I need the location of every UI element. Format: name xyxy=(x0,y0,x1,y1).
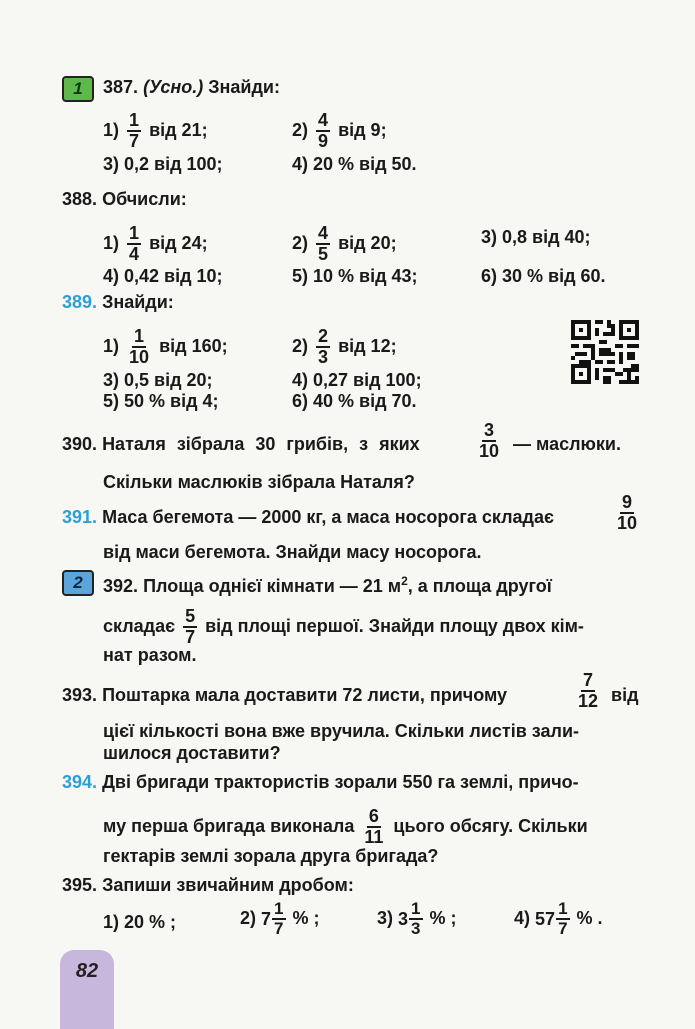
denominator: 7 xyxy=(129,131,140,151)
whole-part: 7 xyxy=(261,909,272,929)
fraction xyxy=(183,608,197,646)
numerator: 1 xyxy=(129,110,140,130)
item-prefix: 2) xyxy=(292,335,309,356)
item-text: від 160; xyxy=(159,335,228,356)
fraction xyxy=(127,112,141,150)
problem-395-item-3 xyxy=(377,901,457,937)
item-prefix: 1) xyxy=(103,232,120,253)
numerator: 1 xyxy=(274,899,284,918)
problem-387-item-1 xyxy=(103,112,208,150)
fraction xyxy=(556,901,569,937)
fraction xyxy=(477,422,501,460)
denominator: 3 xyxy=(411,919,421,938)
fraction xyxy=(576,672,600,710)
item-text: від 21; xyxy=(149,119,208,140)
fraction xyxy=(615,494,639,532)
problem-text: складає xyxy=(103,615,176,636)
denominator: 10 xyxy=(617,513,638,533)
mixed-number xyxy=(535,901,572,937)
item-text: % ; xyxy=(429,907,457,928)
problem-390-line-1 xyxy=(62,433,420,455)
item-prefix: 2) xyxy=(292,119,309,140)
problem-388-item-3: 3) 0,8 від 40; xyxy=(481,227,591,247)
problem-393-line-3: шилося доставити? xyxy=(103,743,281,763)
problem-392-line-2 xyxy=(103,608,584,646)
problem-394-line-2 xyxy=(103,808,588,846)
numerator: 1 xyxy=(558,899,568,918)
superscript: 2 xyxy=(401,574,408,588)
fraction xyxy=(316,112,330,150)
denominator: 7 xyxy=(185,627,196,647)
level-2-badge xyxy=(62,570,94,596)
numerator: 7 xyxy=(583,670,594,690)
item-text: від 12; xyxy=(338,335,397,356)
problem-text: Наталя зібрала 30 грибів, з яких xyxy=(102,434,420,454)
problem-388-item-1 xyxy=(103,225,208,263)
problem-393-number: 393. xyxy=(62,685,98,705)
problem-text-end: цього обсягу. Скільки xyxy=(393,815,588,836)
item-text: від 20; xyxy=(338,232,397,253)
problem-389-item-3: 3) 0,5 від 20; xyxy=(103,370,213,390)
level-1-badge xyxy=(62,76,94,102)
problem-391-line-1 xyxy=(62,506,554,528)
numerator: 2 xyxy=(318,326,329,346)
problem-389-number: 389. xyxy=(62,292,98,312)
denominator: 7 xyxy=(558,919,568,938)
problem-394-line-1 xyxy=(62,771,579,793)
problem-390-line-1-end: — маслюки. xyxy=(513,434,621,454)
item-prefix: 3) xyxy=(377,907,394,928)
denominator: 4 xyxy=(129,244,140,264)
problem-388-item-4: 4) 0,42 від 10; xyxy=(103,266,223,286)
problem-387-task: Знайди: xyxy=(208,77,280,97)
problem-395-number: 395. xyxy=(62,875,98,895)
problem-387-header xyxy=(103,76,280,98)
problem-389-item-6: 6) 40 % від 70. xyxy=(292,391,417,411)
numerator: 1 xyxy=(134,326,145,346)
problem-389-item-1 xyxy=(103,328,228,366)
problem-387-number: 387. xyxy=(103,77,139,97)
problem-389-item-4: 4) 0,27 від 100; xyxy=(292,370,422,390)
item-text: від 24; xyxy=(149,232,208,253)
level-2-label: 2 xyxy=(73,573,83,592)
numerator: 9 xyxy=(622,492,633,512)
whole-part: 3 xyxy=(398,909,409,929)
problem-395-item-1: 1) 20 % ; xyxy=(103,912,177,932)
problem-389-item-5: 5) 50 % від 4; xyxy=(103,391,219,411)
problem-395-header xyxy=(62,874,354,896)
denominator: 5 xyxy=(318,244,329,264)
problem-390-number: 390. xyxy=(62,434,98,454)
problem-389-header xyxy=(62,291,174,313)
fraction xyxy=(316,328,330,366)
problem-390-line-2: Скільки маслюків зібрала Наталя? xyxy=(103,472,415,492)
problem-text: Площа однієї кімнати — 21 м xyxy=(143,576,402,596)
mixed-number xyxy=(398,901,424,937)
problem-390-fraction xyxy=(474,422,504,460)
problem-text: Дві бригади трактористів зорали 550 га землі, причо- xyxy=(102,772,579,792)
denominator: 3 xyxy=(318,347,329,367)
item-prefix: 2) xyxy=(292,232,309,253)
numerator: 1 xyxy=(129,223,140,243)
denominator: 12 xyxy=(578,691,599,711)
problem-388-number: 388. xyxy=(62,189,98,209)
problem-text: му перша бригада виконала xyxy=(103,815,355,836)
item-text: % . xyxy=(576,907,603,928)
problem-392-line-1 xyxy=(103,570,552,597)
item-prefix: 1) xyxy=(103,119,120,140)
problem-388-item-2 xyxy=(292,225,397,263)
problem-395-task: Запиши звичайним дробом: xyxy=(102,875,354,895)
denominator: 10 xyxy=(129,347,150,367)
problem-393-fraction xyxy=(573,672,603,710)
denominator: 10 xyxy=(479,441,500,461)
fraction xyxy=(409,901,422,937)
problem-393-line-1 xyxy=(62,684,507,706)
numerator: 6 xyxy=(368,806,379,826)
page-number-tab xyxy=(60,950,114,1029)
problem-393-line-1-end: від xyxy=(611,685,639,705)
numerator: 4 xyxy=(318,223,329,243)
denominator: 9 xyxy=(318,131,329,151)
problem-387-item-3: 3) 0,2 від 100; xyxy=(103,154,223,174)
fraction xyxy=(316,225,330,263)
problem-389-task: Знайди: xyxy=(102,292,174,312)
problem-394-number: 394. xyxy=(62,772,98,792)
mixed-number xyxy=(261,901,287,937)
fraction xyxy=(127,225,141,263)
problem-387-item-4: 4) 20 % від 50. xyxy=(292,154,417,174)
problem-text-end: , а площа другої xyxy=(407,576,552,596)
denominator: 11 xyxy=(364,827,384,847)
item-prefix: 4) xyxy=(514,907,531,928)
denominator: 7 xyxy=(274,919,284,938)
problem-388-item-5: 5) 10 % від 43; xyxy=(292,266,418,286)
problem-text-end: від площі першої. Знайди площу двох кім- xyxy=(205,615,584,636)
fraction xyxy=(127,328,151,366)
problem-392-number: 392. xyxy=(103,576,139,596)
problem-388-item-6: 6) 30 % від 60. xyxy=(481,266,606,286)
item-text: від 9; xyxy=(338,119,387,140)
problem-388-task: Обчисли: xyxy=(102,189,187,209)
problem-388-header xyxy=(62,188,187,210)
numerator: 5 xyxy=(185,606,196,626)
problem-394-line-3: гектарів землі зорала друга бригада? xyxy=(103,846,439,866)
fraction xyxy=(362,808,385,846)
qr-code-icon[interactable] xyxy=(571,320,639,384)
problem-text: Маса бегемота — 2000 кг, а маса носорога складає xyxy=(102,507,554,527)
whole-part: 57 xyxy=(535,909,556,929)
problem-text: Поштарка мала доставити 72 листи, причому xyxy=(102,685,508,705)
item-prefix: 1) xyxy=(103,335,120,356)
numerator: 4 xyxy=(318,110,329,130)
fraction xyxy=(272,901,285,937)
problem-391-number: 391. xyxy=(62,507,98,527)
problem-389-item-2 xyxy=(292,328,397,366)
problem-392-line-3: нат разом. xyxy=(103,645,197,665)
numerator: 1 xyxy=(411,899,421,918)
level-1-label: 1 xyxy=(73,79,83,98)
problem-393-line-2: цієї кількості вона вже вручила. Скільки листів зали- xyxy=(103,721,579,741)
problem-387-item-2 xyxy=(292,112,387,150)
problem-395-item-4 xyxy=(514,901,603,937)
problem-387-oral: (Усно.) xyxy=(143,77,204,97)
item-prefix: 2) xyxy=(240,907,257,928)
page-number: 82 xyxy=(75,960,99,982)
item-text: % ; xyxy=(292,907,320,928)
problem-391-line-2: від маси бегемота. Знайди масу носорога. xyxy=(103,542,482,562)
problem-395-item-2 xyxy=(240,901,320,937)
numerator: 3 xyxy=(484,420,495,440)
problem-391-fraction xyxy=(612,494,642,532)
